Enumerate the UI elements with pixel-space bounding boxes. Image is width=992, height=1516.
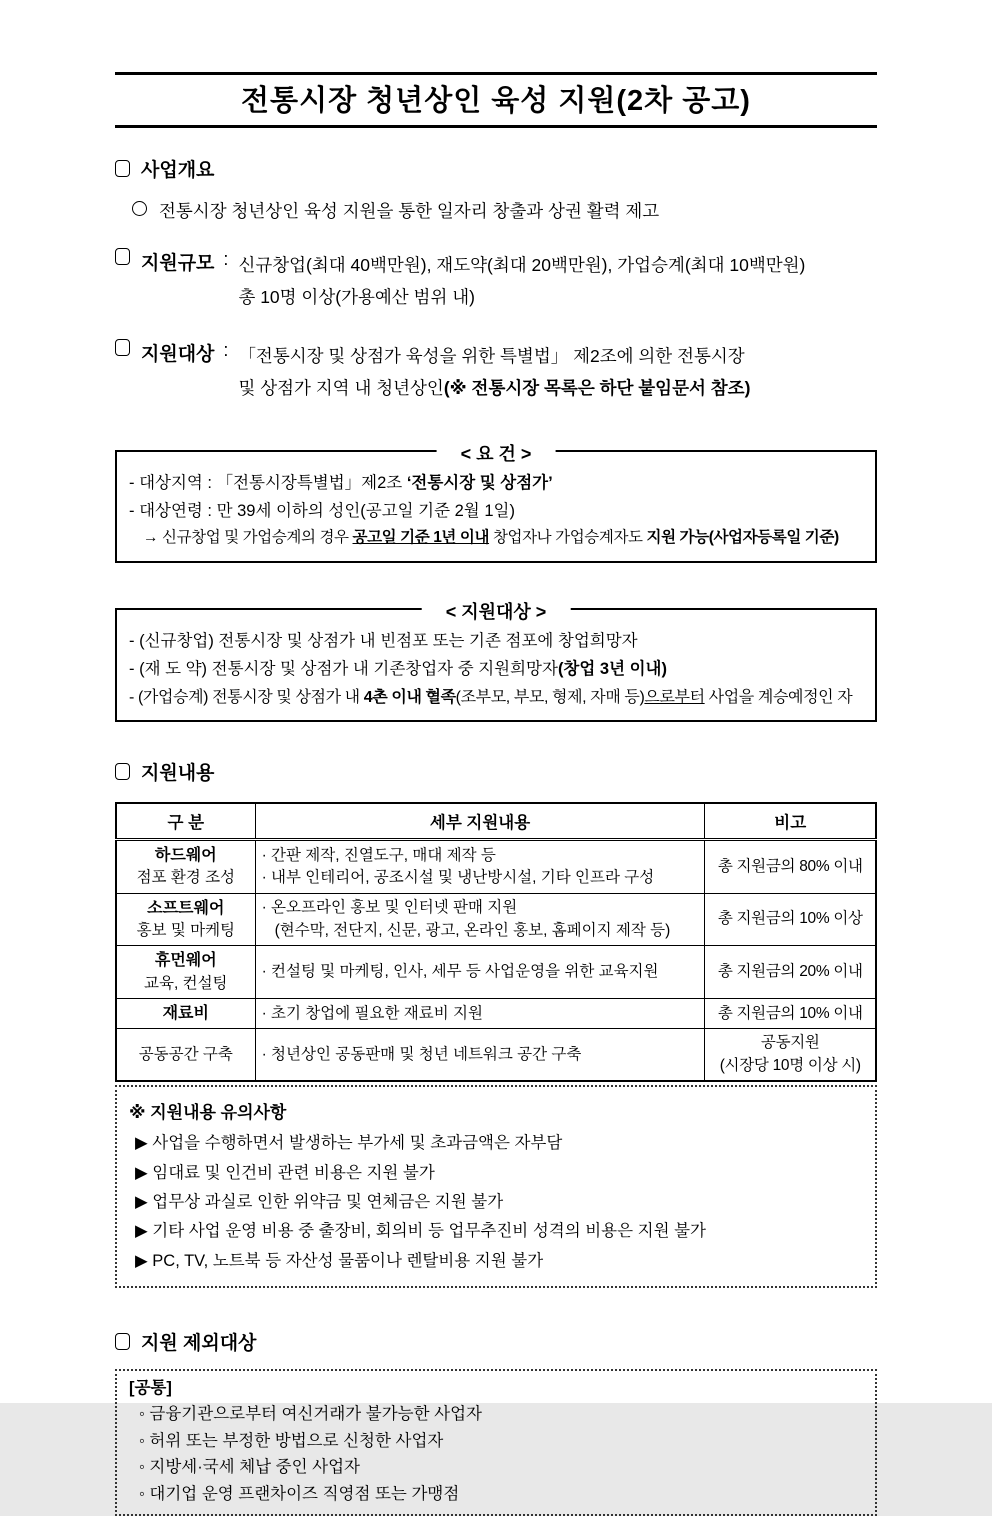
table-row-hardware	[116, 840, 876, 894]
requirements-item-region-bold: ‘전통시장 및 상점가’	[406, 473, 553, 492]
detail-line: · 청년상인 공동판매 및 청년 네트워크 공간 구축	[261, 1045, 582, 1063]
arrow-underlined-text: 공고일 기준 1년 이내	[352, 529, 490, 547]
notices-title: ※ 지원내용 유의사항	[129, 1103, 287, 1123]
detail-line: (현수막, 전단지, 신문, 광고, 온라인 홍보, 홈페이지 제작 등)	[274, 921, 671, 939]
category-cell	[116, 946, 255, 999]
target-detail-box-title: < 지원대상 >	[422, 597, 571, 628]
section-heading-target-label: 지원대상	[141, 343, 215, 365]
colon-separator: :	[223, 249, 229, 269]
requirements-item-age: - 대상연령 : 만 39세 이하의 성인(공고일 기준 2월 1일)	[129, 501, 515, 520]
details-cell	[255, 840, 705, 894]
category-sub: 홍보 및 마케팅	[136, 922, 236, 940]
category-cell	[116, 1029, 255, 1081]
details-cell	[255, 946, 705, 999]
exclusion-group-label: [공통]	[129, 1379, 172, 1398]
scale-line-1: 신규창업(최대 40백만원), 재도약(최대 20백만원), 가업승계(최대 10백만원)	[238, 255, 806, 275]
notice-item: ▶ 기타 사업 운영 비용 중 출장비, 회의비 등 업무추진비 성격의 비용은 지원 불가	[135, 1222, 706, 1241]
detail-line: · 온오프라인 홍보 및 인터넷 판매 지원	[261, 899, 518, 917]
category-main: 하드웨어	[154, 847, 217, 865]
category-cell	[116, 999, 255, 1029]
notices-box	[115, 1085, 877, 1288]
exclusion-item: ◦ 허위 또는 부정한 방법으로 신청한 사업자	[139, 1431, 444, 1450]
category-main: 휴먼웨어	[154, 952, 217, 970]
rebound-text: - (재 도 약) 전통시장 및 상점가 내 기존창업자 중 지원희망자	[129, 660, 558, 679]
notice-item: ▶ 사업을 수행하면서 발생하는 부가세 및 초과금액은 자부담	[135, 1134, 563, 1153]
table-header-row	[116, 803, 876, 840]
note-line: 공동지원	[760, 1034, 820, 1052]
section-heading-scale-label: 지원규모	[141, 253, 215, 274]
circle-bullet-icon	[132, 201, 147, 216]
arrow-pre-text: → 신규창업 및 가업승계의 경우	[143, 529, 353, 547]
section-heading-exclusion	[115, 1328, 877, 1355]
category-cell	[116, 893, 255, 946]
section-target	[115, 339, 877, 405]
succession-pre: - (가업승계) 전통시장 및 상점가 내	[129, 688, 364, 706]
target-item-new-business: - (신규창업) 전통시장 및 상점가 내 빈점포 또는 기존 점포에 창업희망자	[129, 631, 638, 650]
target-line-2-bold: (※ 전통시장 목록은 하단 붙임문서 참조)	[443, 378, 751, 399]
detail-line: · 컨설팅 및 마케팅, 인사, 세무 등 사업운영을 위한 교육지원	[261, 963, 659, 981]
rebound-bold: (창업 3년 이내)	[557, 660, 667, 679]
detail-line: · 초기 창업에 필요한 재료비 지원	[261, 1004, 483, 1022]
requirements-item-region	[129, 469, 863, 497]
support-content-table	[115, 802, 877, 1082]
detail-line: · 간판 제작, 진열도구, 매대 제작 등	[261, 846, 496, 864]
section-heading-overview	[115, 155, 877, 182]
colon-separator: :	[223, 339, 229, 360]
column-header-category: 구 분	[116, 803, 255, 840]
notice-item: ▶ 임대료 및 인건비 관련 비용은 지원 불가	[135, 1163, 435, 1182]
requirements-item-arrow	[129, 525, 863, 552]
table-row-shared-space	[116, 1029, 876, 1081]
notice-item: ▶ 업무상 과실로 인한 위약금 및 연체금은 지원 불가	[135, 1192, 504, 1211]
note-cell: 총 지원금의 10% 이내	[705, 999, 876, 1029]
checkbox-icon	[115, 248, 130, 265]
table-row-software	[116, 893, 876, 946]
checkbox-icon	[115, 763, 130, 780]
arrow-bold-text: 지원 가능(사업자등록일 기준)	[646, 529, 839, 547]
category-cell	[116, 840, 255, 894]
table-row-materials	[116, 999, 876, 1029]
category-sub: 교육, 컨설팅	[144, 974, 228, 992]
category-sub: 점포 환경 조성	[136, 869, 236, 887]
overview-item	[115, 198, 877, 223]
section-heading-overview-label: 사업개요	[141, 160, 215, 181]
succession-bold: 4촌 이내 혈족	[363, 688, 456, 706]
detail-line: · 내부 인테리어, 공조시설 및 냉난방시설, 기타 인프라 구성	[261, 869, 655, 886]
target-item-rebound	[129, 655, 863, 683]
requirements-item-region-text: - 대상지역 : 「전통시장특별법」제2조	[129, 473, 407, 492]
checkbox-icon	[115, 339, 130, 356]
target-line-2	[238, 372, 750, 404]
details-cell	[255, 893, 705, 946]
section-scale	[115, 248, 877, 314]
details-cell	[255, 1029, 705, 1081]
checkbox-icon	[115, 160, 130, 177]
notice-item: ▶ PC, TV, 노트북 등 자산성 물품이나 렌탈비용 지원 불가	[135, 1251, 544, 1270]
scale-line-2: 총 10명 이상(가용예산 범위 내)	[238, 287, 475, 308]
note-cell: 총 지원금의 80% 이내	[705, 840, 876, 894]
category-main: 소프트웨어	[147, 899, 225, 917]
target-line-2-text: 및 상점가 지역 내 청년상인	[238, 378, 444, 399]
note-line: (시장당 10명 이상 시)	[719, 1056, 861, 1074]
target-item-succession	[129, 684, 863, 712]
note-cell: 총 지원금의 10% 이상	[705, 893, 876, 946]
document-title: 전통시장 청년상인 육성 지원(2차 공고)	[241, 85, 751, 117]
exclusion-item: ◦ 금융기관으로부터 여신거래가 불가능한 사업자	[139, 1404, 482, 1423]
column-header-details: 세부 지원내용	[255, 803, 705, 840]
overview-item-text: 전통시장 청년상인 육성 지원을 통한 일자리 창출과 상권 활력 제고	[159, 201, 660, 221]
category-plain: 공동공간 구축	[138, 1045, 233, 1063]
section-heading-exclusion-label: 지원 제외대상	[141, 1333, 257, 1355]
section-heading-content	[115, 758, 877, 785]
target-detail-box	[115, 601, 877, 722]
table-row-humanware	[116, 946, 876, 999]
note-cell	[705, 1029, 876, 1081]
category-main: 재료비	[162, 1005, 209, 1023]
details-cell	[255, 999, 705, 1029]
arrow-mid-text: 창업자나 가업승계자도	[489, 529, 647, 547]
target-content	[238, 339, 750, 405]
document-title-block	[115, 72, 877, 128]
requirements-box	[115, 443, 877, 563]
target-line-1: 「전통시장 및 상점가 육성을 위한 특별법」 제2조에 의한 전통시장	[238, 345, 745, 366]
note-cell: 총 지원금의 20% 이내	[705, 946, 876, 999]
column-header-note: 비고	[705, 803, 876, 840]
succession-underline: 으로부터	[644, 688, 705, 706]
requirements-box-title: < 요 건 >	[437, 439, 556, 470]
succession-mid: (조부모, 부모, 형제, 자매 등)	[455, 688, 645, 706]
scale-content	[238, 248, 805, 314]
succession-post: 사업을 계승예정인 자	[704, 688, 853, 706]
exclusion-item: ◦ 대기업 운영 프랜차이즈 직영점 또는 가맹점	[139, 1484, 460, 1503]
document-content	[115, 0, 877, 1516]
checkbox-icon	[115, 1333, 130, 1350]
section-heading-content-label: 지원내용	[141, 763, 215, 785]
exclusion-item: ◦ 지방세·국세 체납 중인 사업자	[139, 1458, 360, 1477]
exclusion-box	[115, 1369, 877, 1516]
